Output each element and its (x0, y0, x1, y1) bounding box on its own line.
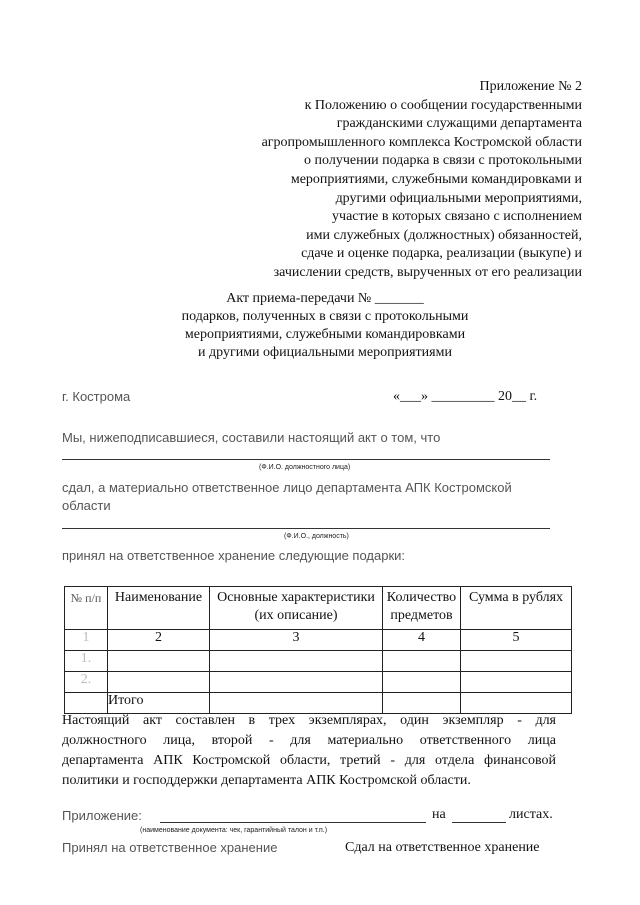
table-row (65, 651, 572, 672)
table-cell (108, 672, 210, 693)
paragraph-line: политики и господдержки департамента АПК Костромской области. (62, 773, 471, 788)
table-cell: 5 (461, 630, 572, 651)
act-title-line: подарков, полученных в связи с протокольными (181, 309, 469, 324)
appendix-header (182, 78, 582, 283)
table-cell (108, 651, 210, 672)
paragraph-line: должностного лица, второй - для материально ответственного лица (62, 733, 556, 748)
total-label: Итого (108, 693, 210, 714)
appendix-line: участие в которых связано с исполнением (332, 209, 582, 225)
act-title (150, 290, 500, 362)
intro-text: Мы, нижеподписавшиеся, составили настоящий акт о том, что (62, 430, 441, 445)
copies-paragraph (62, 711, 556, 791)
appendix-line: мероприятиями, служебными командировками и (290, 171, 582, 187)
attachment-name-line (160, 822, 426, 823)
attachment-on: на (432, 807, 446, 822)
appendix-line: гражданскими служащими департамента (336, 116, 582, 132)
appendix-line: агропромышленного комплекса Костромской области (261, 134, 582, 150)
table-number-row (65, 630, 572, 651)
gifts-table (64, 586, 572, 714)
header-cell-number: № п/п (65, 587, 108, 630)
header-cell-characteristics: Основные характеристики (их описание) (210, 587, 383, 630)
table-header-row (65, 587, 572, 630)
table-cell: 1 (65, 630, 108, 651)
table-cell (210, 672, 383, 693)
header-cell-name: Наименование (108, 587, 210, 630)
appendix-line: о получении подарка в связи с протокольными (304, 153, 582, 169)
table-cell (461, 672, 572, 693)
table-cell (383, 651, 461, 672)
attachment-sheets-line (452, 822, 506, 823)
header-cell-quantity: Количество предметов (383, 587, 461, 630)
official-name-line (62, 459, 550, 460)
responsible-person-line (62, 528, 550, 529)
table-row (65, 672, 572, 693)
table-cell (210, 651, 383, 672)
table-cell: 1. (65, 651, 108, 672)
act-title-line: мероприятиями, служебными командировками (184, 327, 466, 342)
date-field: «___» _________ 20__ г. (393, 389, 538, 404)
appendix-line: зачислении средств, вырученных от его реализации (273, 264, 582, 280)
appendix-line: сдаче и оценке подарка, реализации (выкупе) и (301, 246, 582, 262)
place: г. Кострома (62, 389, 131, 404)
official-name-caption: (Ф.И.О. должностного лица) (259, 464, 351, 471)
table-cell: 2 (108, 630, 210, 651)
act-title-line: и другими официальными мероприятиями (198, 345, 452, 360)
handed-text-line2: области (62, 498, 111, 513)
header-cell-sum: Сумма в рублях (461, 587, 572, 630)
paragraph-line: департамента АПК Костромской области, третий - для отдела финансовой (62, 753, 556, 768)
table-cell (383, 672, 461, 693)
appendix-line: к Положению о сообщении государственными (304, 97, 582, 113)
handed-signature-label: Сдал на ответственное хранение (345, 840, 540, 855)
paragraph-line: Настоящий акт составлен в трех экземплярах, один экземпляр - для (62, 713, 556, 728)
attachment-sheets: листах. (509, 807, 553, 822)
table-cell: 4 (383, 630, 461, 651)
appendix-line: другими официальными мероприятиями, (335, 190, 582, 206)
handed-text-line1: сдал, а материально ответственное лицо департамента АПК Костромской (62, 480, 512, 495)
table-cell (461, 651, 572, 672)
appendix-line: Приложение № 2 (479, 79, 582, 94)
act-title-line: Акт приема-передачи № _______ (226, 291, 424, 306)
attachment-label: Приложение: (62, 808, 142, 823)
table-cell: 2. (65, 672, 108, 693)
fio-position-caption: (Ф.И.О., должность) (284, 533, 349, 540)
accepted-signature-label: Принял на ответственное хранение (62, 840, 278, 855)
attachment-caption: (наименование документа: чек, гарантийный талон и т.п.) (140, 827, 328, 834)
table-cell: 3 (210, 630, 383, 651)
appendix-line: ими служебных (должностных) обязанностей, (306, 227, 582, 243)
accepted-text: принял на ответственное хранение следующие подарки: (62, 548, 406, 563)
